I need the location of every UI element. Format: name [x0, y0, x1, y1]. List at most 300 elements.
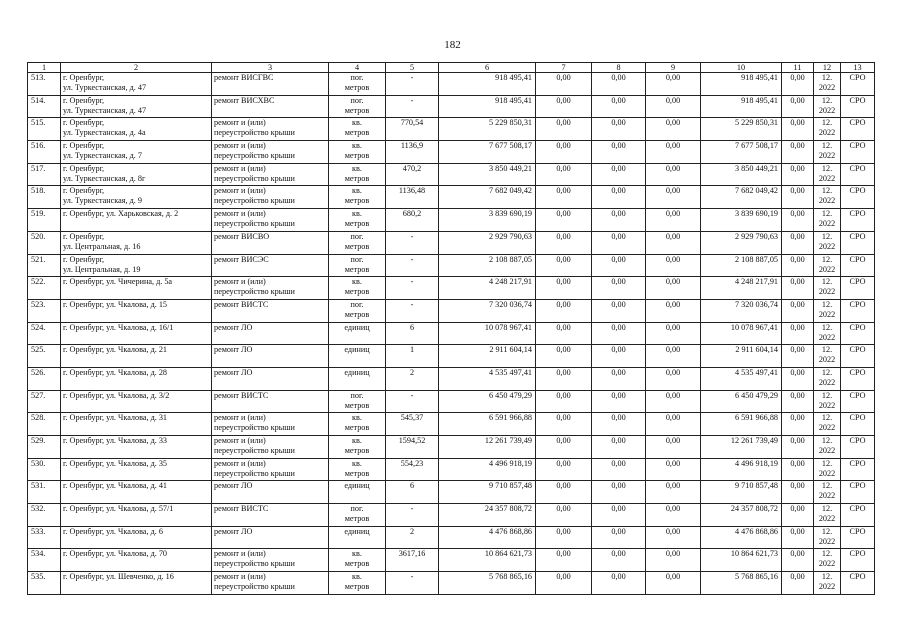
budget-cost-cell: 3 839 690,19: [701, 209, 782, 232]
cell-line: 12.: [821, 73, 833, 82]
budget-cost-cell: 7 677 508,17: [701, 141, 782, 164]
cell-line: 12.: [821, 458, 833, 468]
table-row: [28, 73, 875, 96]
total-cost-cell: 4 535 497,41: [439, 367, 536, 390]
period-cell: [814, 481, 841, 504]
unit-cell: [329, 572, 386, 595]
value-cell: 0,00: [536, 277, 592, 300]
method-cell: СРО: [841, 186, 875, 209]
quantity-cell: -: [386, 231, 439, 254]
quantity-cell: -: [386, 572, 439, 595]
unit-cell: [329, 118, 386, 141]
cell-line: метров: [344, 287, 370, 297]
cell-line: ремонт и (или): [214, 549, 266, 559]
total-cost-cell: 2 911 604,14: [439, 345, 536, 368]
header-cell: 12: [814, 63, 841, 73]
header-cell: 3: [212, 63, 329, 73]
work-type-cell: [212, 254, 329, 277]
unit-cell: [329, 345, 386, 368]
cell-line: 12.: [821, 390, 833, 400]
cell-line: г. Оренбург, ул. Чкалова, д. 28: [63, 367, 168, 377]
cell-line: 12.: [821, 345, 833, 355]
value-cell: 0,00: [536, 299, 592, 322]
period-cell: [814, 504, 841, 527]
quantity-cell: -: [386, 95, 439, 118]
unit-cell: [329, 163, 386, 186]
row-number-cell: 533.: [28, 526, 61, 549]
value-cell: 0,00: [592, 322, 646, 345]
method-cell: СРО: [841, 367, 875, 390]
cell-line: ремонт и (или): [214, 118, 266, 128]
value-cell: 0,00: [592, 186, 646, 209]
value-cell: 0,00: [646, 549, 701, 572]
cell-line: г. Оренбург, ул. Чкалова, д. 6: [63, 526, 163, 536]
address-cell: [61, 526, 212, 549]
row-number-cell: 513.: [28, 73, 61, 96]
method-cell: СРО: [841, 163, 875, 186]
cell-line: единиц: [344, 345, 370, 355]
work-type-cell: [212, 481, 329, 504]
total-cost-cell: 918 495,41: [439, 73, 536, 96]
value-cell: 0,00: [646, 345, 701, 368]
cell-line: 2022: [818, 536, 836, 546]
work-type-cell: [212, 95, 329, 118]
method-cell: СРО: [841, 299, 875, 322]
value-cell: 0,00: [782, 186, 814, 209]
budget-cost-cell: 4 248 217,91: [701, 277, 782, 300]
row-number-cell: 527.: [28, 390, 61, 413]
header-cell: 4: [329, 63, 386, 73]
period-cell: [814, 277, 841, 300]
total-cost-cell: 7 682 049,42: [439, 186, 536, 209]
address-cell: [61, 504, 212, 527]
unit-cell: [329, 254, 386, 277]
period-cell: [814, 209, 841, 232]
cell-line: переустройство крыши: [214, 196, 295, 206]
value-cell: 0,00: [782, 526, 814, 549]
header-cell: 13: [841, 63, 875, 73]
budget-cost-cell: 5 768 865,16: [701, 572, 782, 595]
table-row: [28, 367, 875, 390]
work-type-cell: [212, 163, 329, 186]
cell-line: 2022: [818, 582, 836, 592]
budget-cost-cell: 6 591 966,88: [701, 413, 782, 436]
cell-line: ул. Центральная, д. 16: [63, 241, 141, 251]
cell-line: метров: [344, 582, 370, 592]
value-cell: 0,00: [592, 254, 646, 277]
method-cell: СРО: [841, 254, 875, 277]
method-cell: СРО: [841, 118, 875, 141]
table-row: [28, 572, 875, 595]
address-cell: [61, 481, 212, 504]
work-type-cell: [212, 277, 329, 300]
cell-line: 2022: [818, 332, 836, 342]
cell-line: кв.: [352, 277, 362, 287]
method-cell: СРО: [841, 413, 875, 436]
cell-line: ул. Туркестанская, д. 8г: [63, 173, 146, 183]
address-cell: [61, 141, 212, 164]
quantity-cell: 1136,9: [386, 141, 439, 164]
work-type-cell: [212, 345, 329, 368]
cell-line: переустройство крыши: [214, 151, 295, 161]
value-cell: 0,00: [592, 390, 646, 413]
cell-line: 12.: [821, 254, 833, 264]
cell-line: 12.: [821, 299, 833, 309]
header-row: [28, 63, 875, 73]
cell-line: 2022: [818, 173, 836, 183]
cell-line: переустройство крыши: [214, 446, 295, 455]
value-cell: 0,00: [592, 367, 646, 390]
cell-line: г. Оренбург, ул. Чкалова, д. 3/2: [63, 390, 170, 400]
cell-line: единиц: [344, 367, 370, 377]
value-cell: 0,00: [646, 73, 701, 96]
method-cell: СРО: [841, 481, 875, 504]
value-cell: 0,00: [646, 413, 701, 436]
address-cell: [61, 322, 212, 345]
work-type-cell: [212, 299, 329, 322]
cell-line: пог.: [350, 73, 364, 82]
cell-line: метров: [344, 468, 370, 478]
value-cell: 0,00: [536, 390, 592, 413]
cell-line: 2022: [818, 514, 836, 524]
cell-line: г. Оренбург, ул. Чкалова, д. 70: [63, 549, 168, 559]
period-cell: [814, 322, 841, 345]
value-cell: 0,00: [646, 436, 701, 459]
cell-line: ремонт ВИСТС: [214, 504, 269, 514]
cell-line: кв.: [352, 141, 362, 151]
value-cell: 0,00: [646, 95, 701, 118]
value-cell: 0,00: [536, 345, 592, 368]
value-cell: 0,00: [646, 118, 701, 141]
cell-line: метров: [344, 400, 370, 410]
cell-line: кв.: [352, 186, 362, 196]
row-number-cell: 519.: [28, 209, 61, 232]
quantity-cell: 680,2: [386, 209, 439, 232]
cell-line: ремонт ВИСГВС: [214, 73, 274, 82]
address-cell: [61, 572, 212, 595]
work-type-cell: [212, 504, 329, 527]
cell-line: г. Оренбург, ул. Чкалова, д. 21: [63, 345, 168, 355]
cell-line: 2022: [818, 83, 836, 92]
total-cost-cell: 4 496 918,19: [439, 458, 536, 481]
value-cell: 0,00: [646, 458, 701, 481]
cell-line: метров: [344, 196, 370, 206]
cell-line: 2022: [818, 423, 836, 433]
unit-cell: [329, 186, 386, 209]
value-cell: 0,00: [782, 95, 814, 118]
budget-cost-cell: 2 911 604,14: [701, 345, 782, 368]
unit-cell: [329, 481, 386, 504]
total-cost-cell: 7 677 508,17: [439, 141, 536, 164]
header-cell: 9: [646, 63, 701, 73]
quantity-cell: 1136,48: [386, 186, 439, 209]
cell-line: метров: [344, 128, 370, 138]
row-number-cell: 522.: [28, 277, 61, 300]
address-cell: [61, 186, 212, 209]
table-row: [28, 118, 875, 141]
cell-line: г. Оренбург,: [63, 141, 105, 151]
total-cost-cell: 2 929 790,63: [439, 231, 536, 254]
table-row: [28, 436, 875, 459]
value-cell: 0,00: [592, 141, 646, 164]
cell-line: г. Оренбург,: [63, 186, 105, 196]
cell-line: г. Оренбург,: [63, 95, 105, 105]
period-cell: [814, 299, 841, 322]
cell-line: ремонт и (или): [214, 458, 266, 468]
row-number-cell: 516.: [28, 141, 61, 164]
method-cell: СРО: [841, 504, 875, 527]
cell-line: г. Оренбург,: [63, 231, 105, 241]
header-cell: 2: [61, 63, 212, 73]
cell-line: ул. Туркестанская, д. 4а: [63, 128, 146, 138]
budget-cost-cell: 9 710 857,48: [701, 481, 782, 504]
value-cell: 0,00: [646, 209, 701, 232]
quantity-cell: 6: [386, 322, 439, 345]
address-cell: [61, 73, 212, 96]
period-cell: [814, 526, 841, 549]
header-cell: 7: [536, 63, 592, 73]
cell-line: 2022: [818, 468, 836, 478]
unit-cell: [329, 73, 386, 96]
unit-cell: [329, 277, 386, 300]
cell-line: ремонт ЛО: [214, 367, 253, 377]
row-number-cell: 530.: [28, 458, 61, 481]
total-cost-cell: 5 229 850,31: [439, 118, 536, 141]
quantity-cell: 1594,52: [386, 436, 439, 459]
value-cell: 0,00: [646, 481, 701, 504]
work-type-cell: [212, 572, 329, 595]
table-row: [28, 413, 875, 436]
budget-cost-cell: 5 229 850,31: [701, 118, 782, 141]
quantity-cell: -: [386, 277, 439, 300]
method-cell: СРО: [841, 209, 875, 232]
cell-line: кв.: [352, 163, 362, 173]
address-cell: [61, 277, 212, 300]
unit-cell: [329, 367, 386, 390]
work-type-cell: [212, 322, 329, 345]
value-cell: 0,00: [592, 209, 646, 232]
value-cell: 0,00: [782, 141, 814, 164]
period-cell: [814, 141, 841, 164]
cell-line: 12.: [821, 118, 833, 128]
method-cell: СРО: [841, 95, 875, 118]
cell-line: метров: [344, 446, 370, 455]
budget-cost-cell: 4 535 497,41: [701, 367, 782, 390]
unit-cell: [329, 436, 386, 459]
cell-line: пог.: [350, 254, 364, 264]
value-cell: 0,00: [646, 231, 701, 254]
cell-line: кв.: [352, 209, 362, 219]
cell-line: переустройство крыши: [214, 173, 295, 183]
cell-line: г. Оренбург, ул. Шевченко, д. 16: [63, 572, 174, 582]
cell-line: кв.: [352, 118, 362, 128]
total-cost-cell: 10 864 621,73: [439, 549, 536, 572]
period-cell: [814, 549, 841, 572]
table-row: [28, 209, 875, 232]
cell-line: 12.: [821, 186, 833, 196]
cell-line: 12.: [821, 277, 833, 287]
cell-line: метров: [344, 241, 370, 251]
period-cell: [814, 73, 841, 96]
unit-cell: [329, 526, 386, 549]
cell-line: переустройство крыши: [214, 128, 295, 138]
value-cell: 0,00: [782, 481, 814, 504]
total-cost-cell: 24 357 808,72: [439, 504, 536, 527]
cell-line: ремонт и (или): [214, 572, 266, 582]
cell-line: единиц: [344, 322, 370, 332]
cell-line: ремонт и (или): [214, 209, 266, 219]
total-cost-cell: 9 710 857,48: [439, 481, 536, 504]
cell-line: ремонт и (или): [214, 413, 266, 423]
budget-cost-cell: 6 450 479,29: [701, 390, 782, 413]
value-cell: 0,00: [536, 436, 592, 459]
cell-line: 2022: [818, 219, 836, 229]
total-cost-cell: 4 248 217,91: [439, 277, 536, 300]
value-cell: 0,00: [536, 549, 592, 572]
work-type-cell: [212, 209, 329, 232]
method-cell: СРО: [841, 390, 875, 413]
value-cell: 0,00: [592, 458, 646, 481]
address-cell: [61, 163, 212, 186]
cell-line: метров: [344, 173, 370, 183]
cell-line: ремонт ВИСЭС: [214, 254, 269, 264]
cell-line: г. Оренбург, ул. Чкалова, д. 35: [63, 458, 168, 468]
value-cell: 0,00: [592, 526, 646, 549]
value-cell: 0,00: [646, 526, 701, 549]
cell-line: переустройство крыши: [214, 423, 295, 433]
unit-cell: [329, 209, 386, 232]
total-cost-cell: 10 078 967,41: [439, 322, 536, 345]
quantity-cell: -: [386, 254, 439, 277]
value-cell: 0,00: [592, 118, 646, 141]
address-cell: [61, 254, 212, 277]
period-cell: [814, 118, 841, 141]
work-type-cell: [212, 413, 329, 436]
quantity-cell: 545,37: [386, 413, 439, 436]
cell-line: г. Оренбург, ул. Чкалова, д. 15: [63, 299, 168, 309]
method-cell: СРО: [841, 526, 875, 549]
method-cell: СРО: [841, 458, 875, 481]
header-cell: 5: [386, 63, 439, 73]
cell-line: 2022: [818, 287, 836, 297]
cell-line: 12.: [821, 413, 833, 423]
cell-line: пог.: [350, 299, 364, 309]
cell-line: 2022: [818, 355, 836, 365]
total-cost-cell: 6 450 479,29: [439, 390, 536, 413]
cell-line: 12.: [821, 481, 833, 491]
cell-line: 2022: [818, 151, 836, 161]
header-cell: 6: [439, 63, 536, 73]
header-cell: 1: [28, 63, 61, 73]
total-cost-cell: 7 320 036,74: [439, 299, 536, 322]
total-cost-cell: 12 261 739,49: [439, 436, 536, 459]
row-number-cell: 532.: [28, 504, 61, 527]
total-cost-cell: 2 108 887,05: [439, 254, 536, 277]
cell-line: 12.: [821, 572, 833, 582]
total-cost-cell: 4 476 868,86: [439, 526, 536, 549]
method-cell: СРО: [841, 231, 875, 254]
unit-cell: [329, 458, 386, 481]
cell-line: г. Оренбург, ул. Харьковская, д. 2: [63, 209, 179, 219]
value-cell: 0,00: [646, 163, 701, 186]
total-cost-cell: 3 850 449,21: [439, 163, 536, 186]
cell-line: ул. Центральная, д. 19: [63, 264, 141, 274]
value-cell: 0,00: [536, 322, 592, 345]
table-row: [28, 390, 875, 413]
budget-cost-cell: 3 850 449,21: [701, 163, 782, 186]
cell-line: 2022: [818, 491, 836, 501]
value-cell: 0,00: [536, 367, 592, 390]
value-cell: 0,00: [782, 390, 814, 413]
table-row: [28, 345, 875, 368]
header-cell: 11: [782, 63, 814, 73]
quantity-cell: 2: [386, 367, 439, 390]
method-cell: СРО: [841, 141, 875, 164]
budget-cost-cell: 12 261 739,49: [701, 436, 782, 459]
value-cell: 0,00: [592, 481, 646, 504]
value-cell: 0,00: [536, 141, 592, 164]
period-cell: [814, 390, 841, 413]
cell-line: 12.: [821, 436, 833, 445]
cell-line: г. Оренбург, ул. Чкалова, д. 16/1: [63, 322, 174, 332]
address-cell: [61, 436, 212, 459]
address-cell: [61, 231, 212, 254]
value-cell: 0,00: [592, 413, 646, 436]
cell-line: 2022: [818, 446, 836, 455]
quantity-cell: -: [386, 504, 439, 527]
value-cell: 0,00: [646, 186, 701, 209]
value-cell: 0,00: [782, 231, 814, 254]
budget-cost-cell: 24 357 808,72: [701, 504, 782, 527]
row-number-cell: 526.: [28, 367, 61, 390]
value-cell: 0,00: [646, 141, 701, 164]
value-cell: 0,00: [536, 186, 592, 209]
cell-line: пог.: [350, 390, 364, 400]
address-cell: [61, 549, 212, 572]
cell-line: ремонт ВИСВО: [214, 231, 270, 241]
cell-line: 12.: [821, 526, 833, 536]
cell-line: метров: [344, 423, 370, 433]
unit-cell: [329, 141, 386, 164]
quantity-cell: 470,2: [386, 163, 439, 186]
value-cell: 0,00: [782, 504, 814, 527]
cell-line: пог.: [350, 504, 364, 514]
budget-cost-cell: 4 496 918,19: [701, 458, 782, 481]
value-cell: 0,00: [536, 504, 592, 527]
value-cell: 0,00: [782, 254, 814, 277]
value-cell: 0,00: [592, 95, 646, 118]
value-cell: 0,00: [592, 299, 646, 322]
cell-line: 12.: [821, 209, 833, 219]
cell-line: г. Оренбург, ул. Чкалова, д. 41: [63, 481, 168, 491]
cell-line: метров: [344, 105, 370, 115]
cell-line: 12.: [821, 141, 833, 151]
row-number-cell: 515.: [28, 118, 61, 141]
value-cell: 0,00: [782, 572, 814, 595]
quantity-cell: 6: [386, 481, 439, 504]
cell-line: 2022: [818, 196, 836, 206]
table-row: [28, 458, 875, 481]
work-type-cell: [212, 231, 329, 254]
cell-line: г. Оренбург,: [63, 118, 105, 128]
value-cell: 0,00: [646, 299, 701, 322]
cell-line: метров: [344, 219, 370, 229]
method-cell: СРО: [841, 436, 875, 459]
cell-line: ул. Туркестанская, д. 47: [63, 83, 147, 92]
period-cell: [814, 163, 841, 186]
cell-line: переустройство крыши: [214, 468, 295, 478]
period-cell: [814, 186, 841, 209]
